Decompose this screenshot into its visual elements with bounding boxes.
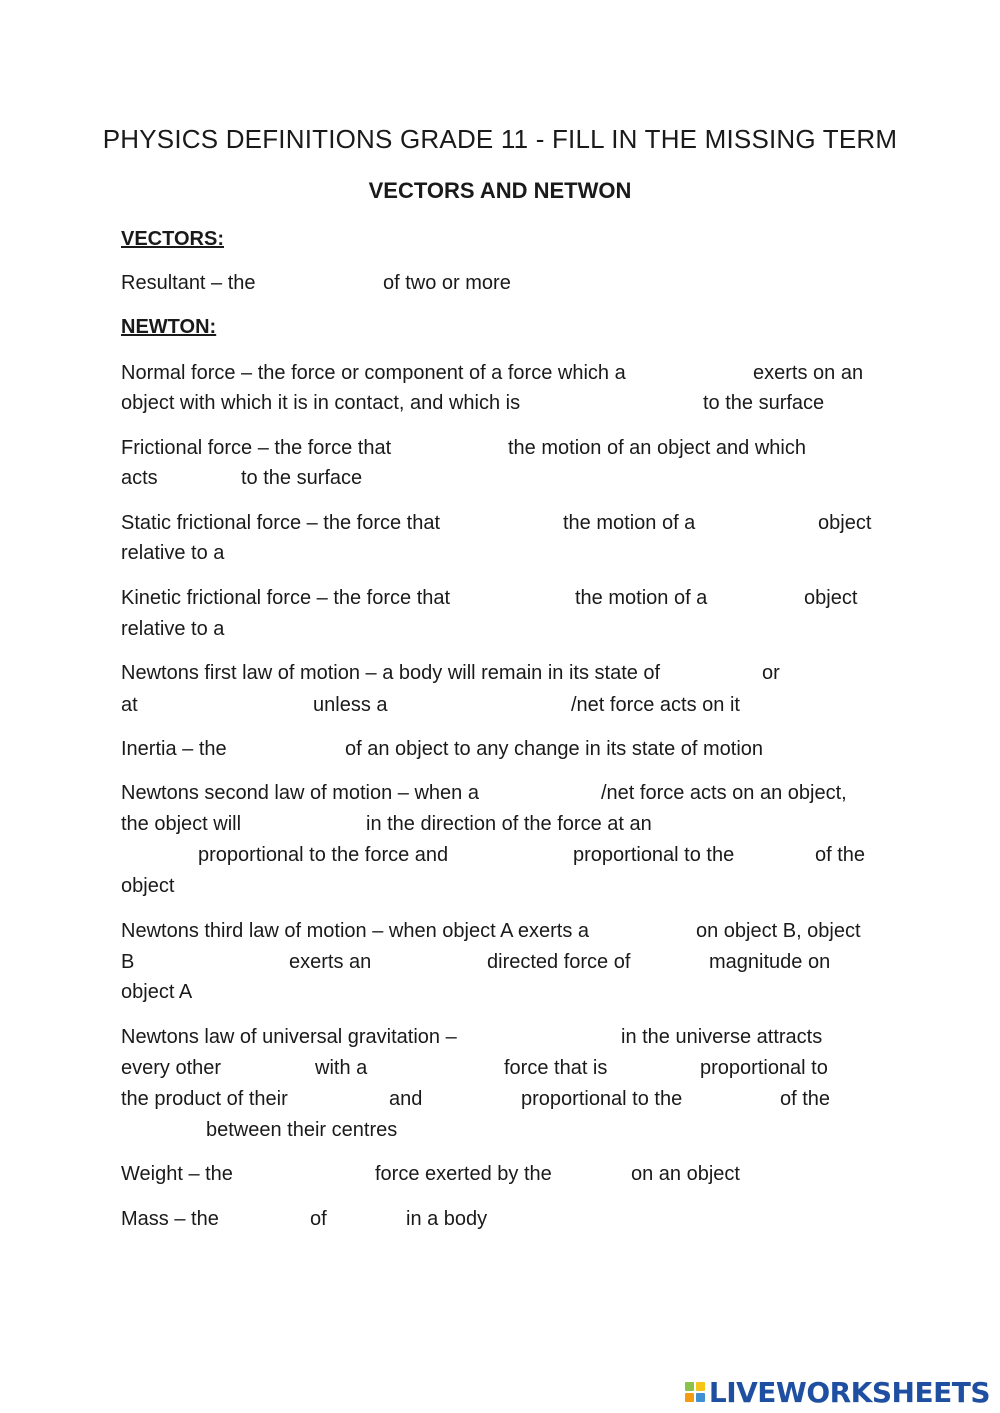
second-law-text-1: Newtons second law of motion – when a (121, 782, 479, 804)
mass-text-3: in a body (406, 1208, 488, 1230)
static-friction-text-3: object (818, 512, 872, 534)
third-law-text-5: directed force of (487, 951, 631, 973)
first-law-text-5: /net force acts on it (571, 694, 740, 716)
gravitation-text-2: in the universe attracts (621, 1026, 823, 1048)
third-law-text-2: on object B, object (696, 920, 861, 942)
kinetic-friction-text-3: object (804, 587, 858, 609)
frictional-force-text-1: Frictional force – the force that (121, 437, 392, 459)
third-law-text-7: object A (121, 981, 193, 1003)
normal-force-text-1: Normal force – the force or component of a force which a (121, 362, 626, 384)
page-subtitle: VECTORS AND NETWON (368, 178, 632, 203)
weight-text-3: on an object (631, 1163, 740, 1185)
section-heading-vectors: VECTORS: (121, 228, 224, 250)
kinetic-friction-text-4: relative to a (121, 618, 225, 640)
second-law-text-3: the object will (121, 813, 242, 835)
third-law-text-3: B (121, 951, 135, 973)
normal-force-text-2: exerts on an (753, 362, 864, 384)
gravitation-text-6: proportional to (700, 1057, 828, 1079)
normal-force-text-4: to the surface (703, 392, 825, 414)
gravitation-text-4: with a (315, 1057, 368, 1079)
page-title: PHYSICS DEFINITIONS GRADE 11 - FILL IN THE MISSING TERM (102, 124, 898, 154)
second-law-text-6: proportional to the (573, 844, 735, 866)
logo-text: LIVEWORKSHEETS (708, 1375, 990, 1409)
gravitation-text-11: between their centres (206, 1119, 398, 1141)
inertia-text-2: of an object to any change in its state of motion (345, 738, 764, 760)
static-friction-text-1: Static frictional force – the force that (121, 512, 441, 534)
liveworksheets-logo[interactable] (685, 1377, 990, 1407)
weight-text-1: Weight – the (121, 1163, 233, 1185)
inertia-text-1: Inertia – the (121, 738, 227, 760)
first-law-text-4: unless a (313, 694, 388, 716)
second-law-text-5: proportional to the force and (198, 844, 449, 866)
gravitation-text-1: Newtons law of universal gravitation – (121, 1026, 457, 1048)
weight-text-2: force exerted by the (375, 1163, 552, 1185)
frictional-force-text-2: the motion of an object and which (508, 437, 806, 459)
gravitation-text-8: and (389, 1088, 423, 1110)
kinetic-friction-text-1: Kinetic frictional force – the force that (121, 587, 451, 609)
second-law-text-8: object (121, 875, 175, 897)
gravitation-text-10: of the (780, 1088, 831, 1110)
third-law-text-1: Newtons third law of motion – when object A exerts a (121, 920, 590, 942)
second-law-text-4: in the direction of the force at an (366, 813, 652, 835)
first-law-text-1: Newtons first law of motion – a body will remain in its state of (121, 662, 661, 684)
resultant-text-2: of two or more (383, 272, 511, 294)
first-law-text-3: at (121, 694, 138, 716)
first-law-text-2: or (762, 662, 780, 684)
static-friction-text-2: the motion of a (563, 512, 696, 534)
static-friction-text-4: relative to a (121, 542, 225, 564)
gravitation-text-3: every other (121, 1057, 222, 1079)
third-law-text-6: magnitude on (709, 951, 831, 973)
second-law-text-7: of the (815, 844, 866, 866)
gravitation-text-5: force that is (504, 1057, 608, 1079)
third-law-text-4: exerts an (289, 951, 372, 973)
resultant-text-1: Resultant – the (121, 272, 256, 294)
normal-force-text-3: object with which it is in contact, and which is (121, 392, 521, 414)
second-law-text-2: /net force acts on an object, (601, 782, 847, 804)
frictional-force-text-3: acts (121, 467, 158, 489)
frictional-force-text-4: to the surface (241, 467, 363, 489)
gravitation-text-7: the product of their (121, 1088, 288, 1110)
mass-text-1: Mass – the (121, 1208, 219, 1230)
liveworksheets-icon (685, 1382, 705, 1402)
kinetic-friction-text-2: the motion of a (575, 587, 708, 609)
section-heading-newton: NEWTON: (121, 316, 217, 338)
gravitation-text-9: proportional to the (521, 1088, 683, 1110)
mass-text-2: of (310, 1208, 327, 1230)
